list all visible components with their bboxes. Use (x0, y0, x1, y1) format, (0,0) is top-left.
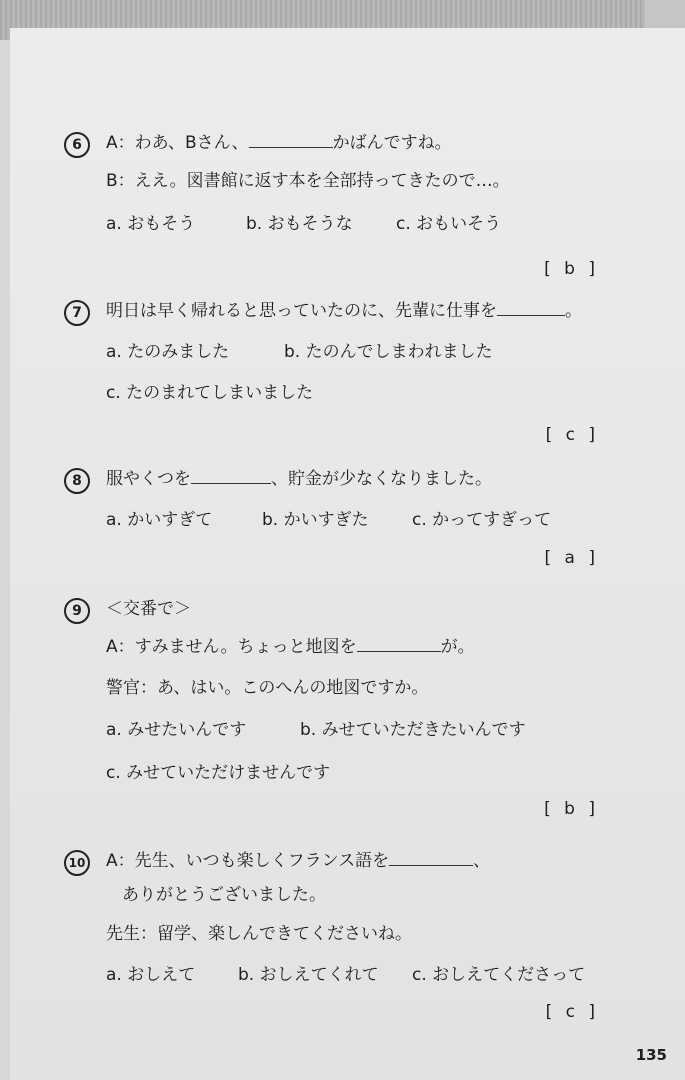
question-number: 8 (64, 466, 88, 490)
book-page (10, 28, 685, 1080)
question-number: 7 (64, 298, 88, 322)
answer-key: [ b ] (544, 799, 599, 819)
question-line: 服やくつを 、貯金が少なくなりました。 (106, 469, 492, 489)
answer-key: [ c ] (545, 1002, 599, 1022)
answer-key: [ a ] (544, 548, 599, 568)
option-b: b. みせていただきたいんです (300, 720, 526, 740)
option-b: b. たのんでしまわれました (284, 342, 493, 362)
option-b: b. おもそうな (246, 214, 353, 234)
question-line: 明日は早く帰れると思っていたのに、先輩に仕事を 。 (106, 301, 582, 321)
question-line: ありがとうございました。 (122, 885, 326, 905)
question-line: 先生：留学、楽しんできてくださいね。 (106, 924, 412, 944)
question-line: B：ええ。図書館に返す本を全部持ってきたので…。 (106, 171, 510, 191)
answer-blank[interactable] (389, 849, 473, 866)
option-b: b. おしえてくれて (238, 965, 379, 985)
answer-blank[interactable] (497, 299, 565, 316)
answer-blank[interactable] (191, 467, 271, 484)
page-number: 135 (635, 1046, 667, 1064)
option-c: c. かってすぎって (412, 510, 552, 530)
option-c: c. たのまれてしまいました (106, 383, 314, 403)
answer-blank[interactable] (357, 635, 441, 652)
option-c: c. おもいそう (396, 214, 502, 234)
question-line: A：わあ、Bさん、 かばんですね。 (106, 133, 452, 153)
option-c: c. みせていただけませんです (106, 763, 331, 783)
option-b: b. かいすぎた (262, 510, 369, 530)
answer-key: [ c ] (545, 425, 599, 445)
option-a: a. たのみました (106, 342, 230, 362)
question-line: 警官：あ、はい。このへんの地図ですか。 (106, 678, 429, 698)
option-c: c. おしえてくださって (412, 965, 586, 985)
question-number: 9 (64, 596, 88, 620)
question-line: ＜交番で＞ (106, 599, 191, 619)
question-number: 6 (64, 130, 88, 154)
option-a: a. おしえて (106, 965, 196, 985)
question-number: 10 (64, 848, 88, 872)
option-a: a. おもそう (106, 214, 196, 234)
option-a: a. かいすぎて (106, 510, 213, 530)
answer-blank[interactable] (249, 131, 333, 148)
question-line: A：先生、いつも楽しくフランス語を 、 (106, 851, 491, 871)
option-a: a. みせたいんです (106, 720, 247, 740)
answer-key: [ b ] (544, 259, 599, 279)
question-line: A：すみません。ちょっと地図を が。 (106, 637, 475, 657)
